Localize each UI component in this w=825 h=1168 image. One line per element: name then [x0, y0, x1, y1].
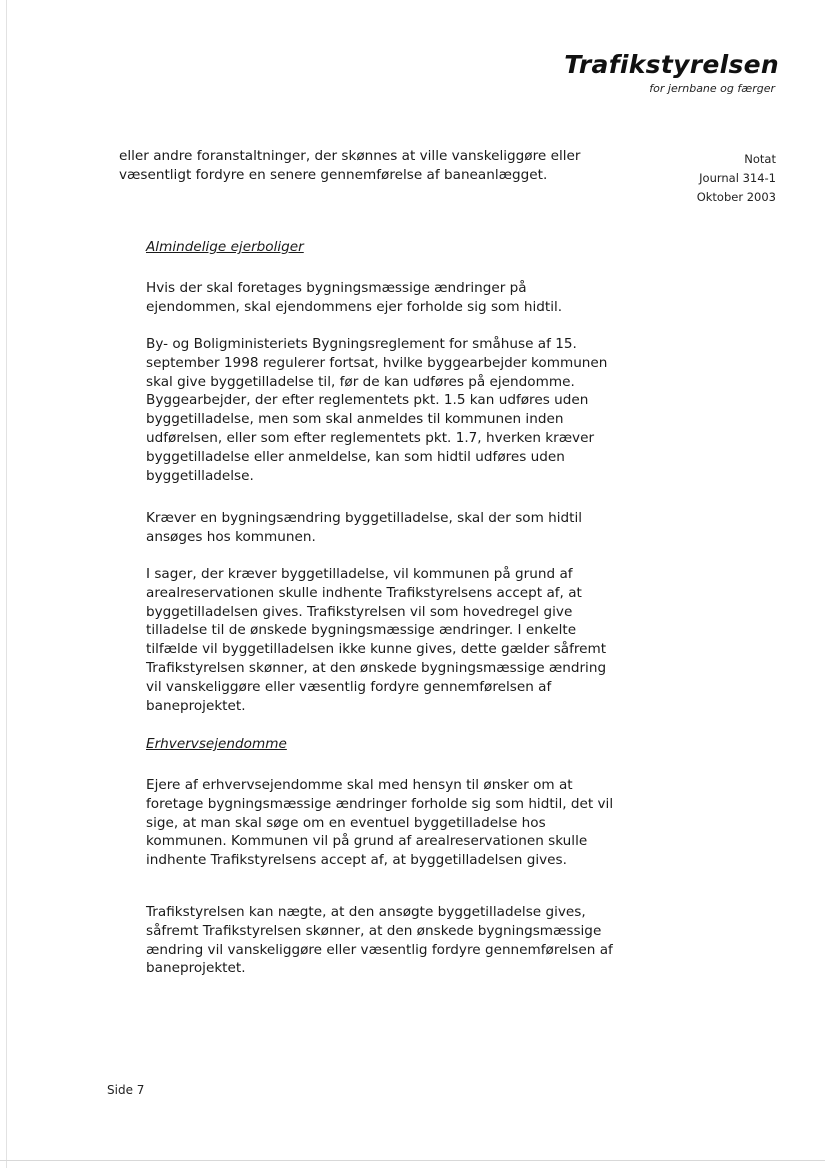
journal-number: Journal 314-1	[699, 171, 776, 185]
intro-paragraph: eller andre foranstaltninger, der skønnes at ville vanskeliggøre eller væsentligt fordyre en senere gennemførelse af baneanlægget.	[119, 148, 581, 183]
paragraph: Ejere af erhvervsejendomme skal med hensyn til ønsker om at foretage bygningsmæssige ændringer forholde sig som hidtil, det vil sige, at man skal søge om en eventuel byggetilladelse hos kommunen. Kommunen vil på grund af arealreservationen skulle indhente Trafikstyrelsens accept af, at byggetilladelsen gives.	[146, 777, 614, 869]
scan-edge-left	[6, 0, 7, 1168]
paragraph: I sager, der kræver byggetilladelse, vil kommunen på grund af arealreservationen skulle indhente Trafikstyrelsens accept af, at byggetilladelsen gives. Trafikstyrelsen vil som hovedregel give tilladelse til de ønskede bygningsmæssige ændringer. I enkelte tilfælde vil byggetilladelsen ikke kunne gives, dette gælder såfremt Trafikstyrelsen skønner, at den ønskede bygningsmæssige ændring vil vanskeliggøre eller væsentlig fordyre gennemførelsen af baneprojektet.	[146, 566, 607, 714]
document-date: Oktober 2003	[696, 190, 776, 204]
section-heading-erhverv	[146, 735, 616, 754]
heading-text: Almindelige ejerboliger	[146, 239, 304, 255]
organization-tagline: for jernbane og færger	[649, 82, 775, 95]
paragraph: By- og Boligministeriets Bygningsreglement for småhuse af 15. september 1998 regulerer fortsat, hvilke byggearbejder kommunen skal give byggetilladelse til, før de kan udføres på ejendomme. Byggearbejder, der efter reglementets pkt. 1.5 kan udføres uden byggetilladelse, men som skal anmeldes til kommunen inden udførelsen, eller som efter reglementets pkt. 1.7, hverken kræver byggetilladelse eller anmeldelse, kan som hidtil udføres uden byggetilladelse.	[146, 336, 608, 484]
page-number: Side 7	[107, 1083, 145, 1097]
section-heading-almindelige	[146, 238, 616, 257]
doc-type: Notat	[744, 152, 776, 166]
paragraph: Kræver en bygningsændring byggetilladelse, skal der som hidtil ansøges hos kommunen.	[146, 510, 583, 545]
scan-edge-bottom	[0, 1160, 825, 1161]
paragraph: Hvis der skal foretages bygningsmæssige ændringer på ejendommen, skal ejendommens ejer forholde sig som hidtil.	[146, 280, 563, 315]
organization-logo: Trafikstyrelsen	[564, 50, 779, 79]
paragraph: Trafikstyrelsen kan nægte, at den ansøgte byggetilladelse gives, såfremt Trafikstyrelsen skønner, at den ønskede bygningsmæssige ændring vil vanskeliggøre eller væsentlig fordyre gennemførelsen af baneprojektet.	[146, 904, 613, 977]
document-meta	[636, 150, 776, 207]
heading-text: Erhvervsejendomme	[146, 736, 287, 752]
